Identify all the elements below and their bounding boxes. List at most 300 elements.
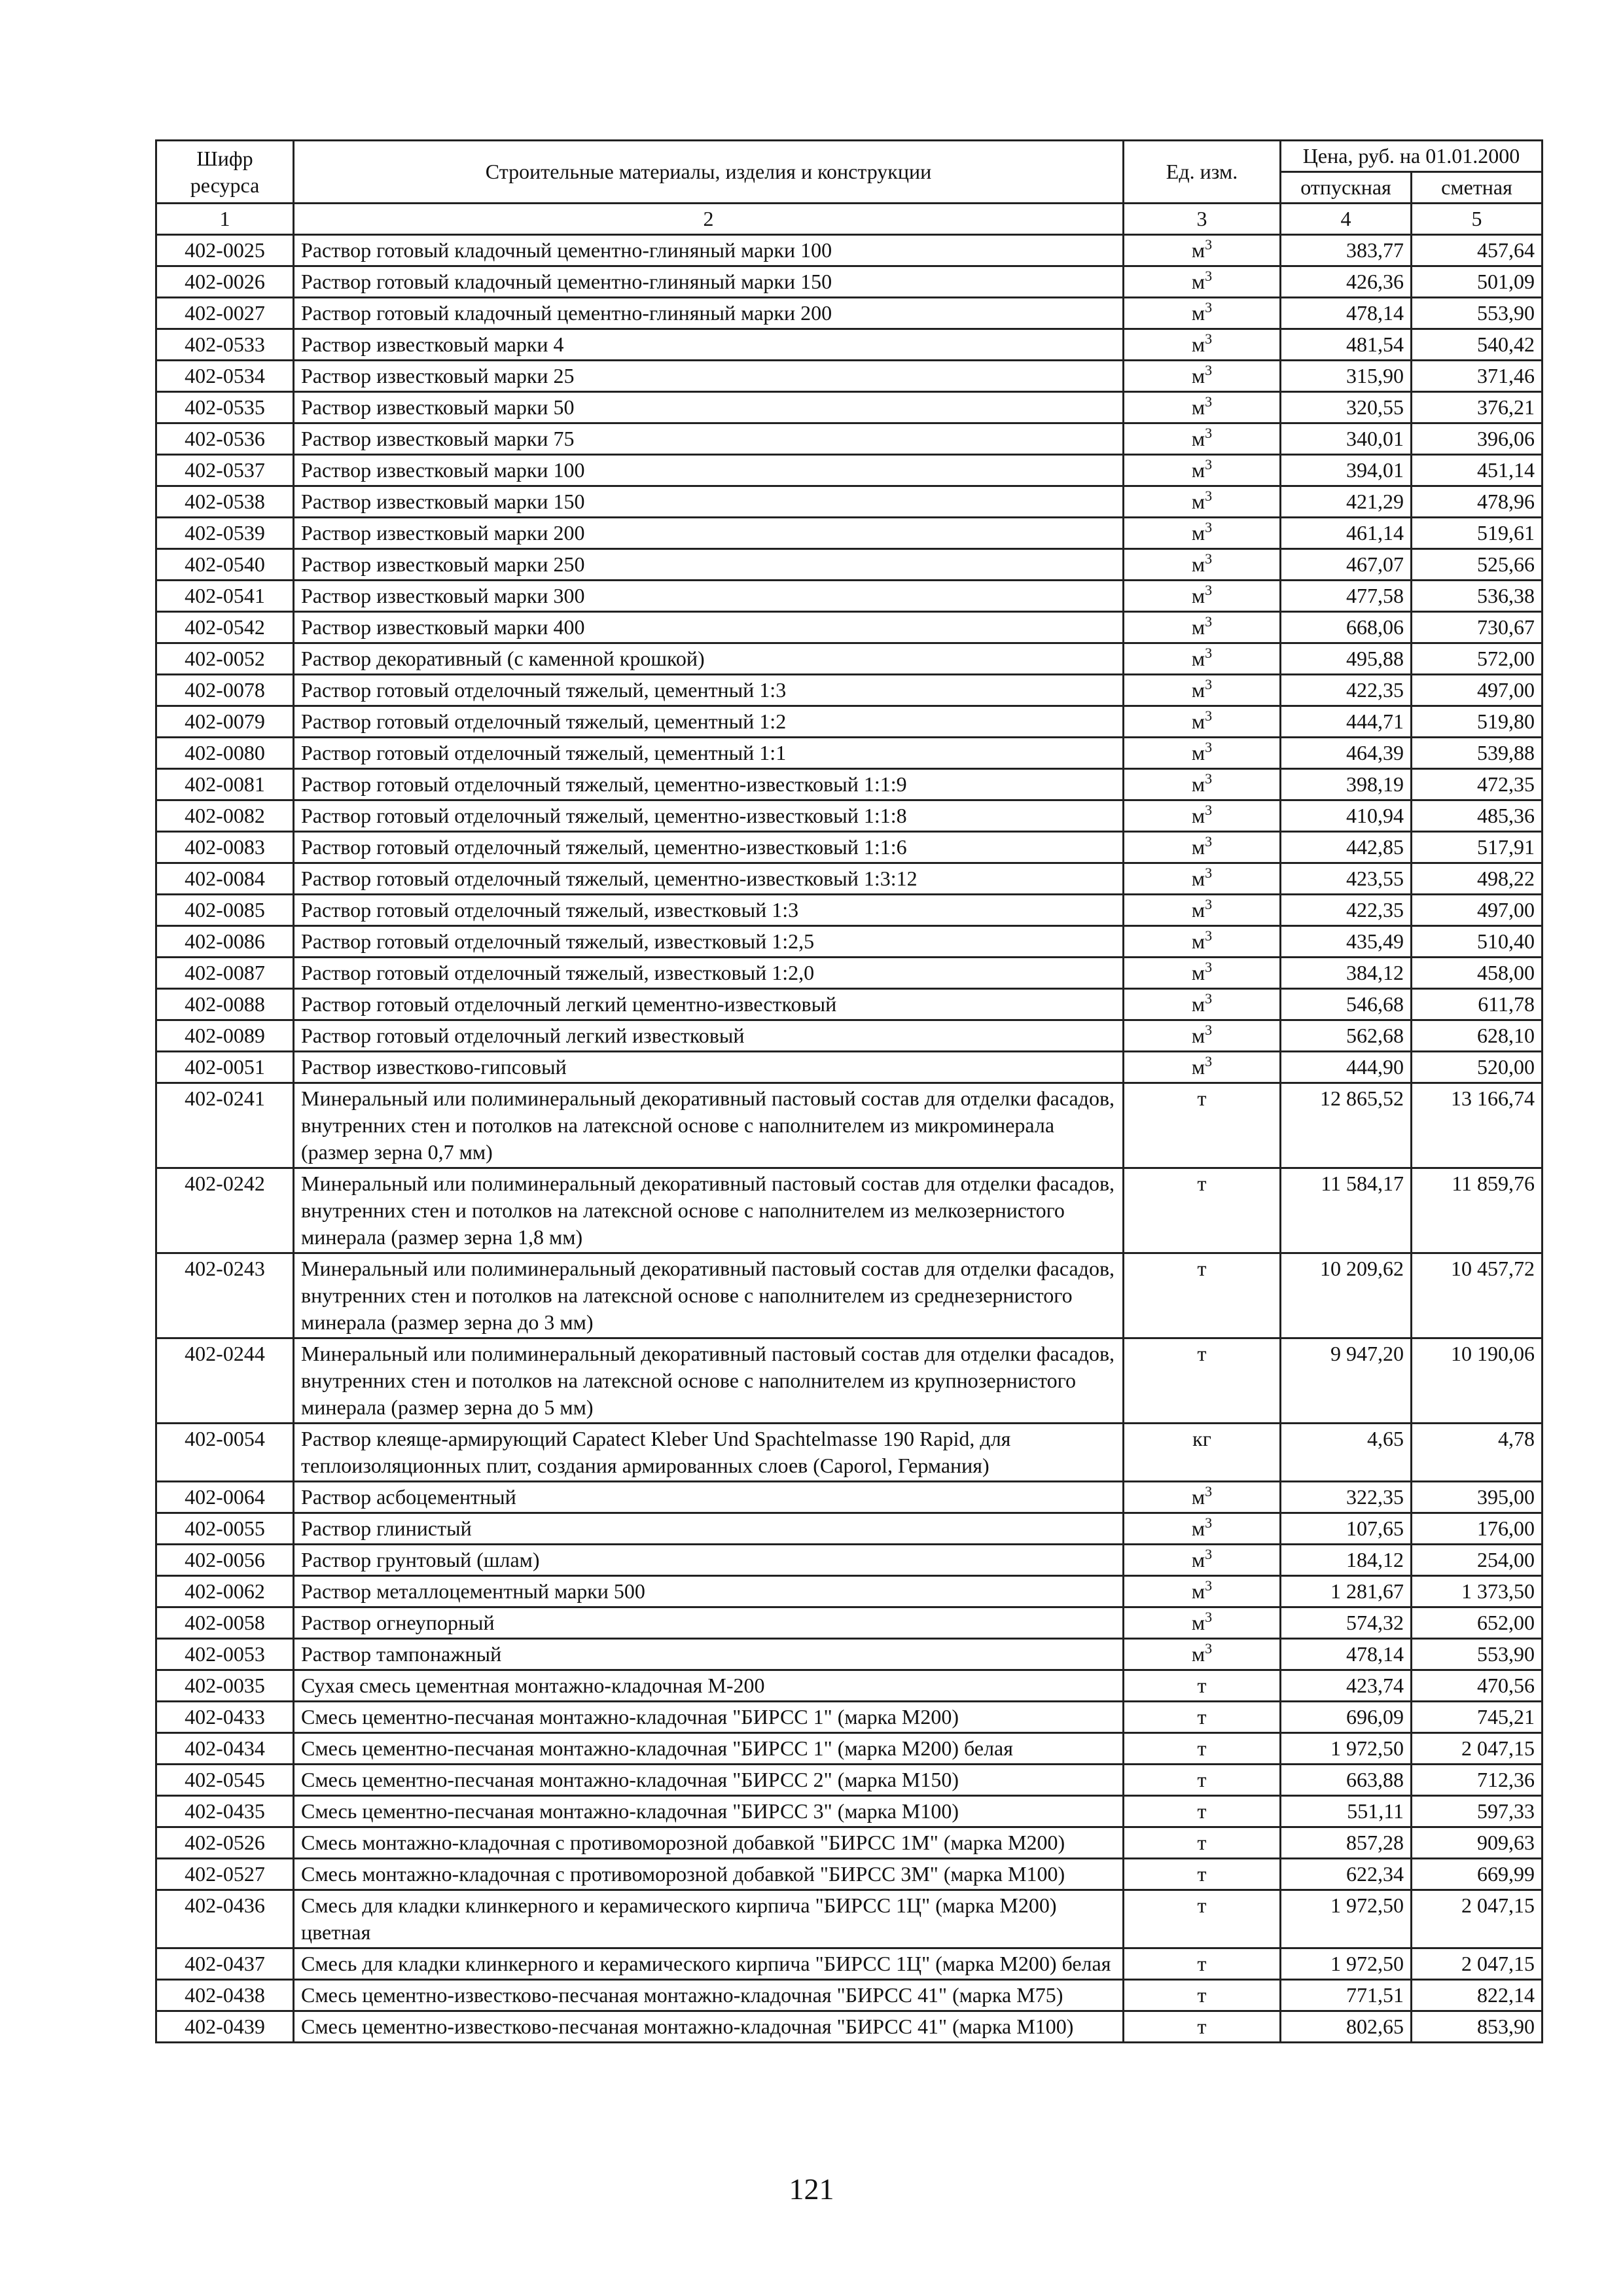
- release-price: 574,32: [1281, 1607, 1412, 1639]
- estimate-price: 822,14: [1412, 1980, 1543, 2011]
- release-price: 444,71: [1281, 706, 1412, 738]
- estimate-price: 501,09: [1412, 266, 1543, 298]
- material-name: Смесь монтажно-кладочная с противоморозной добавкой "БИРСС 3М" (марка М100): [294, 1859, 1124, 1890]
- header-code: Шифр ресурса: [156, 141, 294, 204]
- estimate-price: 470,56: [1412, 1670, 1543, 1702]
- estimate-price: 536,38: [1412, 581, 1543, 612]
- material-name: Раствор известковый марки 300: [294, 581, 1124, 612]
- release-price: 622,34: [1281, 1859, 1412, 1890]
- material-name: Раствор известковый марки 400: [294, 612, 1124, 643]
- resource-code: 402-0538: [156, 486, 294, 518]
- material-name: Раствор готовый кладочный цементно-глиняный марки 100: [294, 235, 1124, 266]
- estimate-price: 669,99: [1412, 1859, 1543, 1890]
- release-price: 467,07: [1281, 549, 1412, 581]
- release-price: 444,90: [1281, 1052, 1412, 1083]
- table-row: [156, 423, 1543, 455]
- release-price: 1 281,67: [1281, 1576, 1412, 1607]
- material-name: Смесь цементно-известково-песчаная монтажно-кладочная "БИРСС 41" (марка М75): [294, 1980, 1124, 2011]
- material-name: Смесь для кладки клинкерного и керамического кирпича "БИРСС 1Ц" (марка М200) белая: [294, 1948, 1124, 1980]
- estimate-price: 628,10: [1412, 1020, 1543, 1052]
- unit-of-measure: т: [1124, 1827, 1281, 1859]
- release-price: 320,55: [1281, 392, 1412, 423]
- unit-of-measure: $м^3$: [1124, 1545, 1281, 1576]
- estimate-price: 519,80: [1412, 706, 1543, 738]
- unit-of-measure: т: [1124, 1733, 1281, 1765]
- estimate-price: 553,90: [1412, 1639, 1543, 1670]
- material-name: Минеральный или полиминеральный декоративный пастовый состав для отделки фасадов, внутренних стен и потолков на латексной основе с наполнителем из среднезернистого минерала (размер зерна до 3 мм): [294, 1253, 1124, 1338]
- resource-code: 402-0435: [156, 1796, 294, 1827]
- material-name: Раствор декоративный (с каменной крошкой): [294, 643, 1124, 675]
- table-row: [156, 235, 1543, 266]
- release-price: 1 972,50: [1281, 1890, 1412, 1948]
- resource-code: 402-0035: [156, 1670, 294, 1702]
- release-price: 495,88: [1281, 643, 1412, 675]
- resource-code: 402-0437: [156, 1948, 294, 1980]
- table-row: [156, 1890, 1543, 1948]
- estimate-price: 652,00: [1412, 1607, 1543, 1639]
- unit-of-measure: $м^3$: [1124, 926, 1281, 958]
- material-name: Раствор готовый отделочный тяжелый, известковый 1:2,0: [294, 958, 1124, 989]
- material-name: Раствор готовый кладочный цементно-глиняный марки 200: [294, 298, 1124, 329]
- table-row: [156, 958, 1543, 989]
- unit-of-measure: $м^3$: [1124, 1020, 1281, 1052]
- release-price: 340,01: [1281, 423, 1412, 455]
- resource-code: 402-0062: [156, 1576, 294, 1607]
- release-price: 322,35: [1281, 1482, 1412, 1513]
- release-price: 478,14: [1281, 1639, 1412, 1670]
- material-name: Минеральный или полиминеральный декоративный пастовый состав для отделки фасадов, внутренних стен и потолков на латексной основе с наполнителем из микроминерала (размер зерна 0,7 мм): [294, 1083, 1124, 1168]
- release-price: 11 584,17: [1281, 1168, 1412, 1253]
- estimate-price: 10 457,72: [1412, 1253, 1543, 1338]
- resource-code: 402-0086: [156, 926, 294, 958]
- unit-of-measure: $м^3$: [1124, 958, 1281, 989]
- material-name: Раствор асбоцементный: [294, 1482, 1124, 1513]
- page-number: 121: [789, 2172, 834, 2206]
- table-row: [156, 832, 1543, 863]
- unit-of-measure: $м^3$: [1124, 486, 1281, 518]
- col-number-2: 2: [294, 204, 1124, 235]
- unit-of-measure: т: [1124, 1890, 1281, 1948]
- table-row: [156, 1607, 1543, 1639]
- release-price: 481,54: [1281, 329, 1412, 361]
- unit-of-measure: $м^3$: [1124, 1576, 1281, 1607]
- release-price: 383,77: [1281, 235, 1412, 266]
- material-name: Раствор известковый марки 150: [294, 486, 1124, 518]
- material-name: Раствор готовый отделочный тяжелый, цементный 1:1: [294, 738, 1124, 769]
- resource-code: 402-0056: [156, 1545, 294, 1576]
- material-name: Смесь для кладки клинкерного и керамического кирпича "БИРСС 1Ц" (марка М200) цветная: [294, 1890, 1124, 1948]
- resource-code: 402-0537: [156, 455, 294, 486]
- unit-of-measure: $м^3$: [1124, 1639, 1281, 1670]
- unit-of-measure: $м^3$: [1124, 423, 1281, 455]
- release-price: 435,49: [1281, 926, 1412, 958]
- unit-of-measure: $м^3$: [1124, 832, 1281, 863]
- estimate-price: 176,00: [1412, 1513, 1543, 1545]
- table-row: [156, 1980, 1543, 2011]
- release-price: 546,68: [1281, 989, 1412, 1020]
- resource-code: 402-0242: [156, 1168, 294, 1253]
- estimate-price: 254,00: [1412, 1545, 1543, 1576]
- table-row: [156, 1168, 1543, 1253]
- release-price: 12 865,52: [1281, 1083, 1412, 1168]
- unit-of-measure: $м^3$: [1124, 1482, 1281, 1513]
- table-row: [156, 1513, 1543, 1545]
- estimate-price: 376,21: [1412, 392, 1543, 423]
- table-row: [156, 1670, 1543, 1702]
- col-number-1: 1: [156, 204, 294, 235]
- unit-of-measure: $м^3$: [1124, 1513, 1281, 1545]
- material-name: Раствор грунтовый (шлам): [294, 1545, 1124, 1576]
- material-name: Минеральный или полиминеральный декоративный пастовый состав для отделки фасадов, внутренних стен и потолков на латексной основе с наполнителем из крупнозернистого минерала (размер зерна до 5 мм): [294, 1338, 1124, 1424]
- release-price: 668,06: [1281, 612, 1412, 643]
- unit-of-measure: $м^3$: [1124, 1052, 1281, 1083]
- table-row: [156, 675, 1543, 706]
- material-name: Раствор известковый марки 75: [294, 423, 1124, 455]
- resource-code: 402-0542: [156, 612, 294, 643]
- estimate-price: 478,96: [1412, 486, 1543, 518]
- table-row: [156, 1083, 1543, 1168]
- estimate-price: 395,00: [1412, 1482, 1543, 1513]
- material-name: Раствор металлоцементный марки 500: [294, 1576, 1124, 1607]
- estimate-price: 853,90: [1412, 2011, 1543, 2043]
- release-price: 771,51: [1281, 1980, 1412, 2011]
- table-row: [156, 1052, 1543, 1083]
- col-number-5: 5: [1412, 204, 1543, 235]
- unit-of-measure: т: [1124, 1168, 1281, 1253]
- resource-code: 402-0027: [156, 298, 294, 329]
- estimate-price: 539,88: [1412, 738, 1543, 769]
- header-price-group: Цена, руб. на 01.01.2000: [1281, 141, 1543, 172]
- header-unit: Ед. изм.: [1124, 141, 1281, 204]
- price-table: [155, 139, 1543, 2043]
- resource-code: 402-0527: [156, 1859, 294, 1890]
- table-row: [156, 895, 1543, 926]
- table-row: [156, 1424, 1543, 1482]
- table-row: [156, 1253, 1543, 1338]
- unit-of-measure: $м^3$: [1124, 298, 1281, 329]
- material-name: Раствор тампонажный: [294, 1639, 1124, 1670]
- material-name: Смесь цементно-песчаная монтажно-кладочная "БИРСС 3" (марка М100): [294, 1796, 1124, 1827]
- table-row: [156, 455, 1543, 486]
- estimate-price: 451,14: [1412, 455, 1543, 486]
- material-name: Раствор готовый кладочный цементно-глиняный марки 150: [294, 266, 1124, 298]
- unit-of-measure: $м^3$: [1124, 549, 1281, 581]
- material-name: Раствор готовый отделочный тяжелый, цементно-известковый 1:1:8: [294, 800, 1124, 832]
- material-name: Раствор глинистый: [294, 1513, 1124, 1545]
- resource-code: 402-0243: [156, 1253, 294, 1338]
- release-price: 477,58: [1281, 581, 1412, 612]
- unit-of-measure: т: [1124, 1765, 1281, 1796]
- estimate-price: 4,78: [1412, 1424, 1543, 1482]
- resource-code: 402-0025: [156, 235, 294, 266]
- material-name: Смесь цементно-песчаная монтажно-кладочная "БИРСС 2" (марка М150): [294, 1765, 1124, 1796]
- resource-code: 402-0433: [156, 1702, 294, 1733]
- unit-of-measure: $м^3$: [1124, 361, 1281, 392]
- estimate-price: 909,63: [1412, 1827, 1543, 1859]
- table-row: [156, 1545, 1543, 1576]
- estimate-price: 525,66: [1412, 549, 1543, 581]
- release-price: 696,09: [1281, 1702, 1412, 1733]
- resource-code: 402-0533: [156, 329, 294, 361]
- resource-code: 402-0536: [156, 423, 294, 455]
- release-price: 315,90: [1281, 361, 1412, 392]
- estimate-price: 457,64: [1412, 235, 1543, 266]
- table-row: [156, 926, 1543, 958]
- unit-of-measure: т: [1124, 1980, 1281, 2011]
- unit-of-measure: т: [1124, 1796, 1281, 1827]
- estimate-price: 11 859,76: [1412, 1168, 1543, 1253]
- header-price-estimate: сметная: [1412, 172, 1543, 204]
- release-price: 426,36: [1281, 266, 1412, 298]
- estimate-price: 396,06: [1412, 423, 1543, 455]
- estimate-price: 498,22: [1412, 863, 1543, 895]
- release-price: 857,28: [1281, 1827, 1412, 1859]
- release-price: 107,65: [1281, 1513, 1412, 1545]
- resource-code: 402-0052: [156, 643, 294, 675]
- unit-of-measure: $м^3$: [1124, 455, 1281, 486]
- resource-code: 402-0078: [156, 675, 294, 706]
- estimate-price: 485,36: [1412, 800, 1543, 832]
- material-name: Раствор готовый отделочный легкий цементно-известковый: [294, 989, 1124, 1020]
- table-row: [156, 1482, 1543, 1513]
- estimate-price: 497,00: [1412, 675, 1543, 706]
- estimate-price: 371,46: [1412, 361, 1543, 392]
- release-price: 551,11: [1281, 1796, 1412, 1827]
- release-price: 442,85: [1281, 832, 1412, 863]
- material-name: Раствор известковый марки 50: [294, 392, 1124, 423]
- unit-of-measure: т: [1124, 1670, 1281, 1702]
- resource-code: 402-0026: [156, 266, 294, 298]
- material-name: Смесь цементно-песчаная монтажно-кладочная "БИРСС 1" (марка М200): [294, 1702, 1124, 1733]
- release-price: 421,29: [1281, 486, 1412, 518]
- unit-of-measure: т: [1124, 1253, 1281, 1338]
- release-price: 802,65: [1281, 2011, 1412, 2043]
- table-row: [156, 298, 1543, 329]
- material-name: Сухая смесь цементная монтажно-кладочная М-200: [294, 1670, 1124, 1702]
- unit-of-measure: $м^3$: [1124, 392, 1281, 423]
- estimate-price: 10 190,06: [1412, 1338, 1543, 1424]
- release-price: 184,12: [1281, 1545, 1412, 1576]
- unit-of-measure: $м^3$: [1124, 1607, 1281, 1639]
- table-row: [156, 518, 1543, 549]
- estimate-price: 2 047,15: [1412, 1733, 1543, 1765]
- resource-code: 402-0058: [156, 1607, 294, 1639]
- unit-of-measure: т: [1124, 1859, 1281, 1890]
- estimate-price: 611,78: [1412, 989, 1543, 1020]
- material-name: Раствор готовый отделочный тяжелый, цементно-известковый 1:1:6: [294, 832, 1124, 863]
- header-price-release: отпускная: [1281, 172, 1412, 204]
- resource-code: 402-0084: [156, 863, 294, 895]
- resource-code: 402-0534: [156, 361, 294, 392]
- table-row: [156, 800, 1543, 832]
- release-price: 663,88: [1281, 1765, 1412, 1796]
- release-price: 478,14: [1281, 298, 1412, 329]
- resource-code: 402-0088: [156, 989, 294, 1020]
- estimate-price: 540,42: [1412, 329, 1543, 361]
- material-name: Раствор готовый отделочный тяжелый, известковый 1:2,5: [294, 926, 1124, 958]
- resource-code: 402-0540: [156, 549, 294, 581]
- header-row-1: [156, 141, 1543, 172]
- material-name: Раствор известковый марки 250: [294, 549, 1124, 581]
- unit-of-measure: $м^3$: [1124, 266, 1281, 298]
- unit-of-measure: т: [1124, 2011, 1281, 2043]
- table-row: [156, 1020, 1543, 1052]
- unit-of-measure: $м^3$: [1124, 518, 1281, 549]
- table-row: [156, 266, 1543, 298]
- estimate-price: 497,00: [1412, 895, 1543, 926]
- table-row: [156, 2011, 1543, 2043]
- material-name: Смесь цементно-песчаная монтажно-кладочная "БИРСС 1" (марка М200) белая: [294, 1733, 1124, 1765]
- unit-of-measure: т: [1124, 1083, 1281, 1168]
- resource-code: 402-0053: [156, 1639, 294, 1670]
- material-name: Раствор известковый марки 25: [294, 361, 1124, 392]
- unit-of-measure: $м^3$: [1124, 675, 1281, 706]
- release-price: 464,39: [1281, 738, 1412, 769]
- material-name: Раствор готовый отделочный тяжелый, цементно-известковый 1:1:9: [294, 769, 1124, 800]
- unit-of-measure: $м^3$: [1124, 738, 1281, 769]
- col-number-4: 4: [1281, 204, 1412, 235]
- table-row: [156, 1948, 1543, 1980]
- table-row: [156, 1859, 1543, 1890]
- resource-code: 402-0083: [156, 832, 294, 863]
- release-price: 9 947,20: [1281, 1338, 1412, 1424]
- release-price: 422,35: [1281, 895, 1412, 926]
- release-price: 384,12: [1281, 958, 1412, 989]
- unit-of-measure: $м^3$: [1124, 706, 1281, 738]
- material-name: Раствор клеяще-армирующий Capatect Kleber Und Spachtelmasse 190 Rapid, для теплоизоляционных плит, создания армированных слоев (Caporol, Германия): [294, 1424, 1124, 1482]
- estimate-price: 517,91: [1412, 832, 1543, 863]
- resource-code: 402-0244: [156, 1338, 294, 1424]
- estimate-price: 13 166,74: [1412, 1083, 1543, 1168]
- material-name: Смесь цементно-известково-песчаная монтажно-кладочная "БИРСС 41" (марка М100): [294, 2011, 1124, 2043]
- estimate-price: 2 047,15: [1412, 1890, 1543, 1948]
- unit-of-measure: $м^3$: [1124, 769, 1281, 800]
- resource-code: 402-0064: [156, 1482, 294, 1513]
- table-row: [156, 1733, 1543, 1765]
- resource-code: 402-0436: [156, 1890, 294, 1948]
- resource-code: 402-0545: [156, 1765, 294, 1796]
- resource-code: 402-0439: [156, 2011, 294, 2043]
- table-row: [156, 989, 1543, 1020]
- table-row: [156, 769, 1543, 800]
- table-row: [156, 1338, 1543, 1424]
- header-name: Строительные материалы, изделия и конструкции: [294, 141, 1124, 204]
- release-price: 423,74: [1281, 1670, 1412, 1702]
- resource-code: 402-0087: [156, 958, 294, 989]
- resource-code: 402-0054: [156, 1424, 294, 1482]
- estimate-price: 458,00: [1412, 958, 1543, 989]
- table-row: [156, 1827, 1543, 1859]
- table-row: [156, 612, 1543, 643]
- unit-of-measure: $м^3$: [1124, 643, 1281, 675]
- release-price: 398,19: [1281, 769, 1412, 800]
- resource-code: 402-0085: [156, 895, 294, 926]
- release-price: 562,68: [1281, 1020, 1412, 1052]
- resource-code: 402-0526: [156, 1827, 294, 1859]
- table-body: [156, 235, 1543, 2043]
- unit-of-measure: $м^3$: [1124, 612, 1281, 643]
- release-price: 1 972,50: [1281, 1733, 1412, 1765]
- estimate-price: 745,21: [1412, 1702, 1543, 1733]
- unit-of-measure: кг: [1124, 1424, 1281, 1482]
- material-name: Раствор готовый отделочный тяжелый, цементный 1:3: [294, 675, 1124, 706]
- release-price: 1 972,50: [1281, 1948, 1412, 1980]
- resource-code: 402-0080: [156, 738, 294, 769]
- estimate-price: 1 373,50: [1412, 1576, 1543, 1607]
- estimate-price: 597,33: [1412, 1796, 1543, 1827]
- table-row: [156, 549, 1543, 581]
- release-price: 394,01: [1281, 455, 1412, 486]
- table-row: [156, 738, 1543, 769]
- resource-code: 402-0434: [156, 1733, 294, 1765]
- material-name: Раствор известково-гипсовый: [294, 1052, 1124, 1083]
- table-row: [156, 1576, 1543, 1607]
- table-row: [156, 1765, 1543, 1796]
- material-name: Раствор готовый отделочный тяжелый, цементный 1:2: [294, 706, 1124, 738]
- resource-code: 402-0089: [156, 1020, 294, 1052]
- material-name: Раствор готовый отделочный тяжелый, известковый 1:3: [294, 895, 1124, 926]
- material-name: Раствор известковый марки 100: [294, 455, 1124, 486]
- estimate-price: 520,00: [1412, 1052, 1543, 1083]
- unit-of-measure: $м^3$: [1124, 800, 1281, 832]
- estimate-price: 2 047,15: [1412, 1948, 1543, 1980]
- table-row: [156, 1702, 1543, 1733]
- table-row: [156, 361, 1543, 392]
- estimate-price: 730,67: [1412, 612, 1543, 643]
- estimate-price: 510,40: [1412, 926, 1543, 958]
- table-row: [156, 1639, 1543, 1670]
- release-price: 423,55: [1281, 863, 1412, 895]
- material-name: Смесь монтажно-кладочная с противоморозной добавкой "БИРСС 1М" (марка М200): [294, 1827, 1124, 1859]
- unit-of-measure: $м^3$: [1124, 863, 1281, 895]
- unit-of-measure: $м^3$: [1124, 235, 1281, 266]
- estimate-price: 572,00: [1412, 643, 1543, 675]
- table-row: [156, 392, 1543, 423]
- resource-code: 402-0051: [156, 1052, 294, 1083]
- table-row: [156, 1796, 1543, 1827]
- col-number-3: 3: [1124, 204, 1281, 235]
- table-row: [156, 581, 1543, 612]
- material-name: Раствор известковый марки 200: [294, 518, 1124, 549]
- resource-code: 402-0081: [156, 769, 294, 800]
- table-row: [156, 329, 1543, 361]
- unit-of-measure: т: [1124, 1948, 1281, 1980]
- unit-of-measure: $м^3$: [1124, 329, 1281, 361]
- material-name: Раствор огнеупорный: [294, 1607, 1124, 1639]
- material-name: Раствор известковый марки 4: [294, 329, 1124, 361]
- table-row: [156, 643, 1543, 675]
- material-name: Минеральный или полиминеральный декоративный пастовый состав для отделки фасадов, внутренних стен и потолков на латексной основе с наполнителем из мелкозернистого минерала (размер зерна 1,8 мм): [294, 1168, 1124, 1253]
- estimate-price: 519,61: [1412, 518, 1543, 549]
- resource-code: 402-0541: [156, 581, 294, 612]
- material-name: Раствор готовый отделочный тяжелый, цементно-известковый 1:3:12: [294, 863, 1124, 895]
- resource-code: 402-0241: [156, 1083, 294, 1168]
- release-price: 410,94: [1281, 800, 1412, 832]
- unit-of-measure: $м^3$: [1124, 581, 1281, 612]
- table-row: [156, 706, 1543, 738]
- resource-code: 402-0438: [156, 1980, 294, 2011]
- resource-code: 402-0539: [156, 518, 294, 549]
- header-column-numbers: [156, 204, 1543, 235]
- resource-code: 402-0055: [156, 1513, 294, 1545]
- unit-of-measure: $м^3$: [1124, 989, 1281, 1020]
- unit-of-measure: т: [1124, 1338, 1281, 1424]
- release-price: 422,35: [1281, 675, 1412, 706]
- release-price: 10 209,62: [1281, 1253, 1412, 1338]
- resource-code: 402-0082: [156, 800, 294, 832]
- resource-code: 402-0535: [156, 392, 294, 423]
- table-row: [156, 863, 1543, 895]
